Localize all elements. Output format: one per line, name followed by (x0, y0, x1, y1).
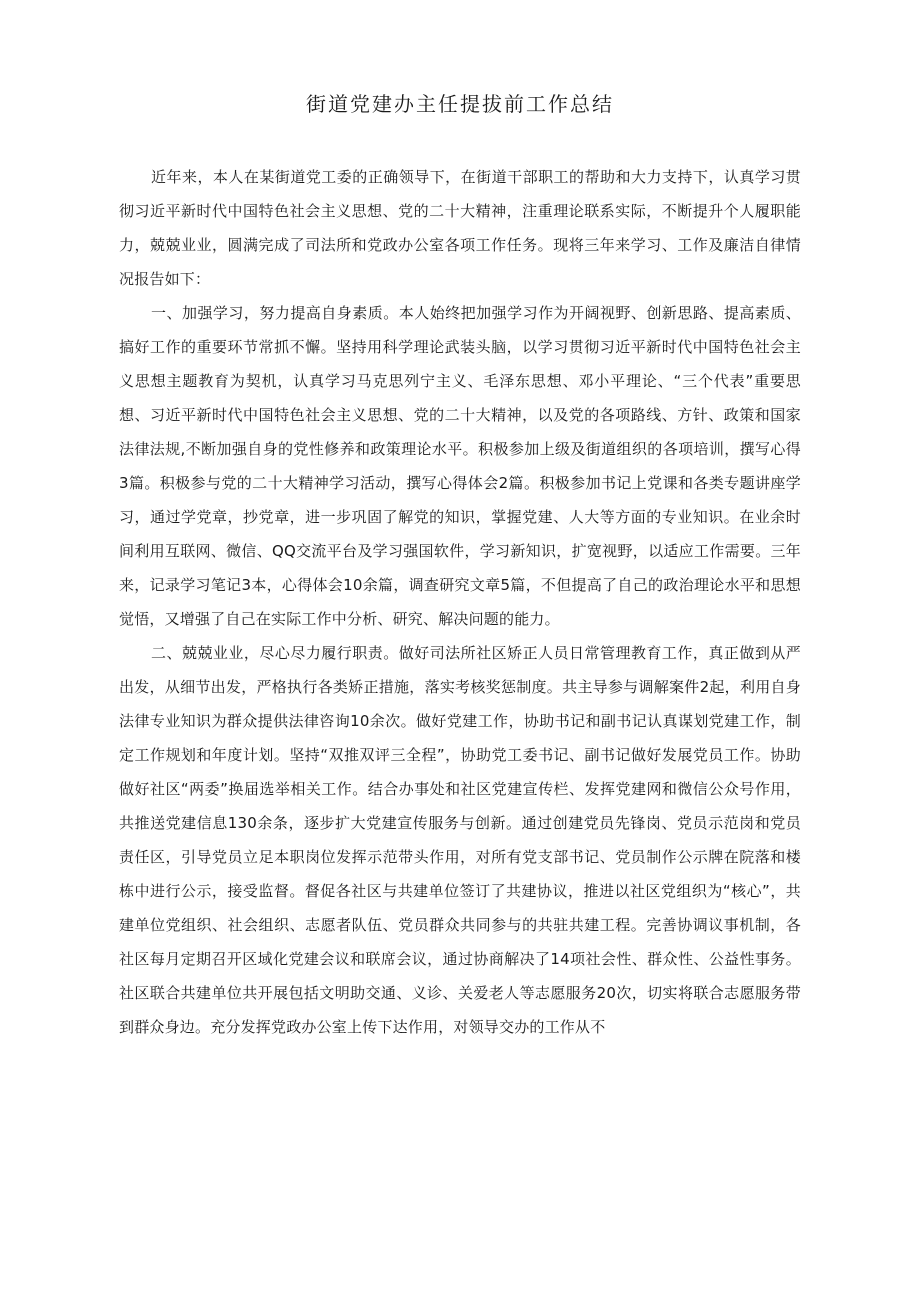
paragraph-intro: 近年来，本人在某街道党工委的正确领导下，在街道干部职工的帮助和大力支持下，认真学习贯彻习近平新时代中国特色社会主义思想、党的二十大精神，注重理论联系实际，不断提升个人履职能力，兢兢业业，圆满完成了司法所和党政办公室各项工作任务。现将三年来学习、工作及廉洁自律情况报告如下： (119, 168, 801, 288)
document-title: 街道党建办主任提拔前工作总结 (306, 92, 614, 116)
document-body (119, 160, 801, 1044)
paragraph-study: 一、加强学习，努力提高自身素质。本人始终把加强学习作为开阔视野、创新思路、提高素质、搞好工作的重要环节常抓不懈。坚持用科学理论武装头脑，以学习贯彻习近平新时代中国特色社会主义思想主题教育为契机，认真学习马克思列宁主义、毛泽东思想、邓小平理论、“三个代表”重要思想、习近平新时代中国特色社会主义思想、党的二十大精神，以及党的各项路线、方针、政策和国家法律法规,不断加强自身的党性修养和政策理论水平。积极参加上级及街道组织的各项培训，撰写心得3篇。积极参与党的二十大精神学习活动，撰写心得体会2篇。积极参加书记上党课和各类专题讲座学习，通过学党章，抄党章，进一步巩固了解党的知识，掌握党建、人大等方面的专业知识。在业余时间利用互联网、微信、QQ交流平台及学习强国软件，学习新知识，扩宽视野，以适应工作需要。三年来，记录学习笔记3本，心得体会10余篇，调查研究文章5篇，不但提高了自己的政治理论水平和思想觉悟，又增强了自己在实际工作中分析、研究、解决问题的能力。 (119, 304, 801, 628)
paragraph-duties: 二、兢兢业业，尽心尽力履行职责。做好司法所社区矫正人员日常管理教育工作，真正做到从严出发，从细节出发，严格执行各类矫正措施，落实考核奖惩制度。共主导参与调解案件2起，利用自身法律专业知识为群众提供法律咨询10余次。做好党建工作，协助书记和副书记认真谋划党建工作，制定工作规划和年度计划。坚持“双推双评三全程”，协助党工委书记、副书记做好发展党员工作。协助做好社区“两委”换届选举相关工作。结合办事处和社区党建宣传栏、发挥党建网和微信公众号作用，共推送党建信息130余条，逐步扩大党建宣传服务与创新。通过创建党员先锋岗、党员示范岗和党员责任区，引导党员立足本职岗位发挥示范带头作用，对所有党支部书记、党员制作公示牌在院落和楼栋中进行公示，接受监督。督促各社区与共建单位签订了共建协议，推进以社区党组织为“核心”，共建单位党组织、社会组织、志愿者队伍、党员群众共同参与的共驻共建工程。完善协调议事机制，各社区每月定期召开区域化党建会议和联席会议，通过协商解决了14项社会性、群众性、公益性事务。社区联合共建单位共开展包括文明助交通、义诊、关爱老人等志愿服务20次，切实将联合志愿服务带到群众身边。充分发挥党政办公室上传下达作用，对领导交办的工作从不 (119, 644, 801, 1036)
